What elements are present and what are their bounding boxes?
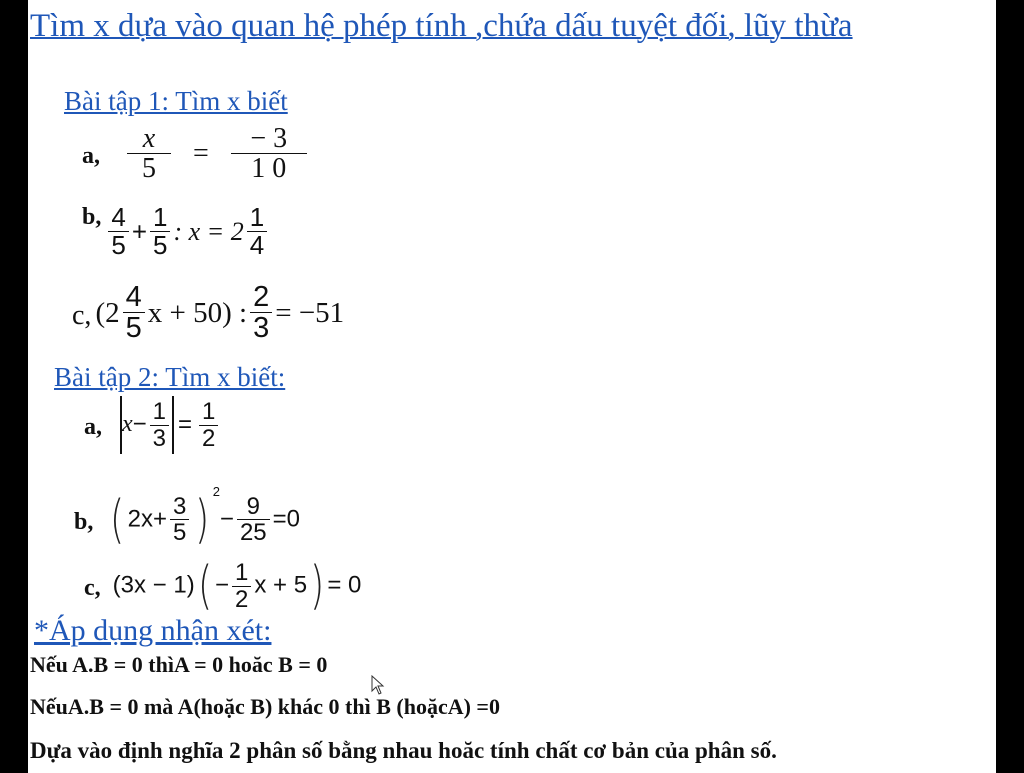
expression-open: (2 [95,296,120,329]
fraction-denominator: 3 [152,424,167,452]
apply-heading: *Áp dụng nhận xét: [34,614,272,647]
fraction-numerator: 4 [108,204,128,232]
exercise2-c: c, (3x − 1)( − $\frac{1}{2}$ x + 5) = 0 [84,556,362,616]
exercise2-a-label: a, [84,414,102,441]
minus-sign: − [219,505,234,533]
fraction-denominator: 5 [173,519,187,547]
fraction-numerator: x [127,124,171,154]
fraction-numerator: 1 [199,399,218,425]
exercise1-b-label: b, [82,204,102,230]
fraction-denominator: 25 [239,519,267,547]
exercise1-heading: Bài tập 1: Tìm x biết [64,86,288,116]
exercise2-b: b, ( 2x+ $\frac{3}{5}$ ) $^2$− $\frac{9}{25}$ =0 [74,484,301,550]
minus-sign: − [132,411,147,438]
fraction-numerator: 3 [170,494,189,520]
fraction-numerator: 2 [250,282,272,313]
exercise1-c [72,282,344,344]
exponent: 2 [212,484,220,499]
fraction-denominator: 2 [235,585,249,613]
exercise2-b-label: b, [74,508,94,535]
page-title: Tìm x dựa vào quan hệ phép tính ,chứa dấu tuyệt đối, lũy thừa [30,8,853,44]
fraction-denominator: 1 0 [251,153,287,185]
fraction-numerator: 1 [247,204,267,232]
fraction-denominator: 4 [249,230,265,261]
minus-sign: − [214,572,229,599]
expression-first: (3x − 1) [112,572,195,599]
fraction-numerator: 1 [150,399,169,425]
fraction-numerator: 1 [232,560,251,586]
fraction-numerator: 4 [123,282,145,313]
expression-inner: 2x+ [127,505,168,533]
apply-line1: Nếu A.B = 0 thìA = 0 hoăc B = 0 [30,652,328,677]
expression-end: = 0 [327,572,362,599]
expression-middle: x + 5 [254,572,308,599]
equals-sign: = [193,137,209,169]
fraction-numerator: 9 [237,494,270,520]
expression-middle: x + 50) : [147,296,248,329]
plus-sign: + [131,216,148,247]
exercise2-heading: Bài tập 2: Tìm x biết: [54,362,286,392]
fraction-denominator: 5 [142,153,156,185]
exercise1-a [82,124,310,184]
exercise1-b [82,204,270,260]
exercise2-c-label: c, [84,575,101,602]
fraction-denominator: 3 [253,312,270,345]
expression-end: = −51 [275,296,345,329]
apply-line3: Dựa vào định nghĩa 2 phân số bằng nhau hoăc tính chất cơ bản của phân số. [30,738,777,763]
fraction-denominator: 5 [125,312,142,345]
equals-sign: = [178,411,193,438]
expression-end: =0 [272,505,301,533]
mouse-cursor-icon [371,675,385,695]
slide [28,0,996,773]
fraction-denominator: 5 [111,230,126,261]
fraction-numerator: 1 [150,204,170,232]
apply-line2: NếuA.B = 0 mà A(hoặc B) khác 0 thì B (hoặcA) =0 [30,694,500,719]
fraction-numerator: − 3 [231,124,307,154]
absolute-bar-right [172,396,174,454]
variable-x: x [122,411,133,438]
exercise1-c-label: c, [72,299,92,331]
exercise1-a-label: a, [82,143,100,170]
fraction-denominator: 5 [153,230,168,261]
exercise2-a [84,396,221,454]
fraction-denominator: 2 [202,424,216,452]
expression-rest: : x = 2 [173,216,244,246]
